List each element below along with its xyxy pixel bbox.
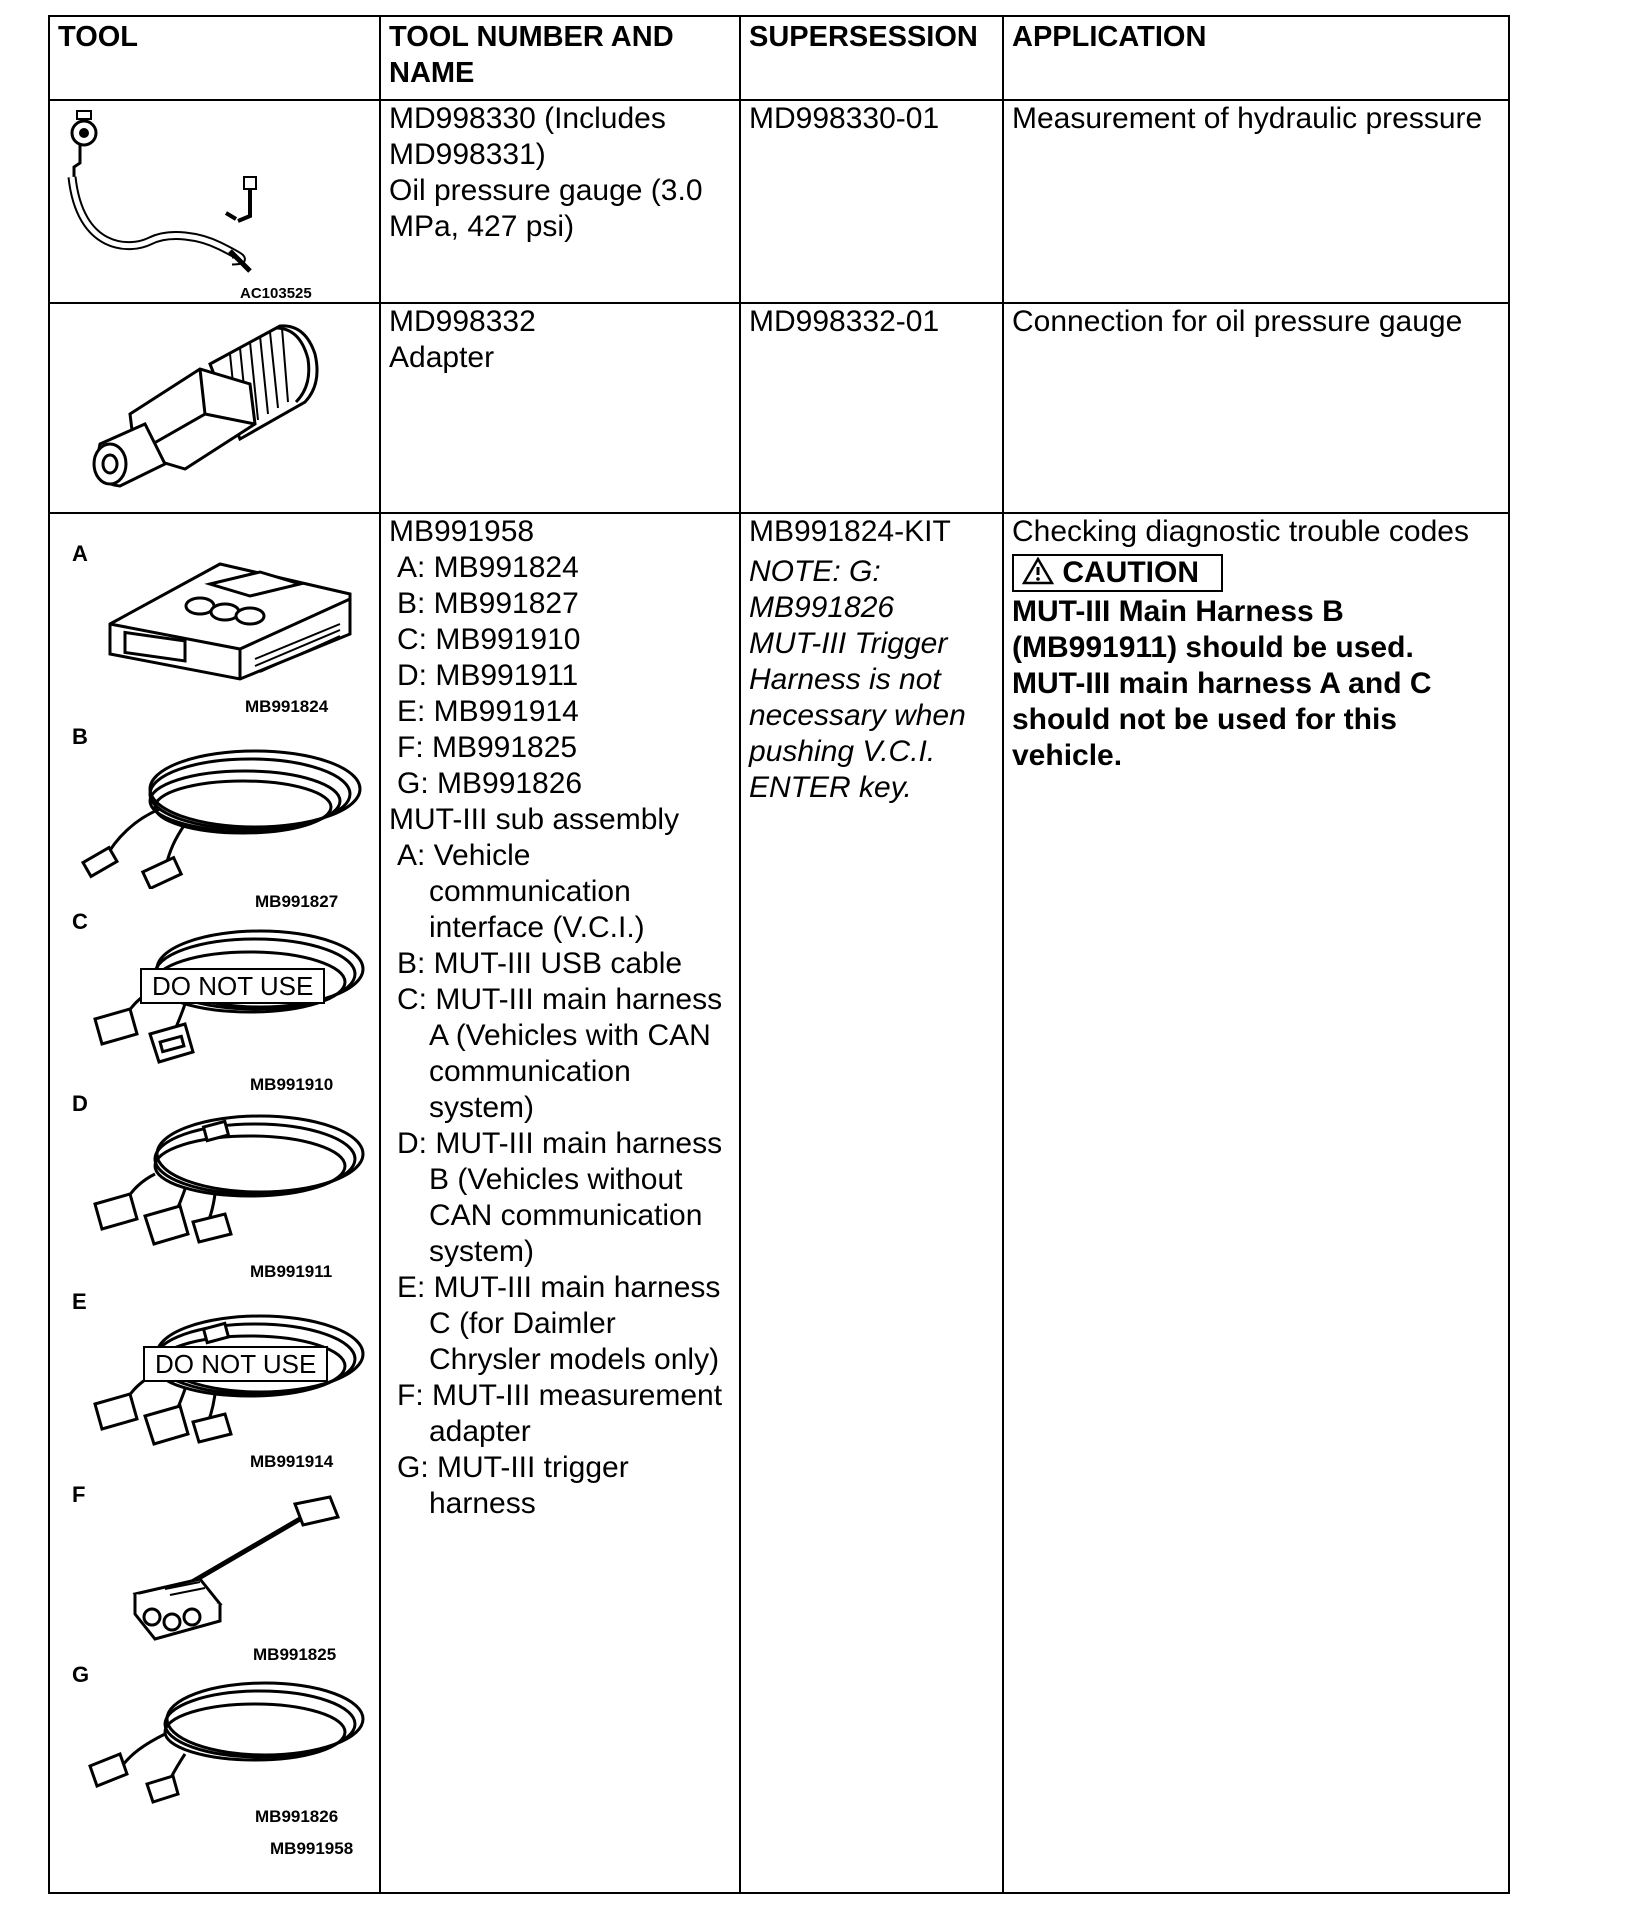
figure-letter: G — [72, 1662, 90, 1687]
supersession-cell — [749, 514, 999, 806]
header-tool: TOOL — [58, 21, 139, 53]
caution-line: vehicle. — [1012, 739, 1123, 772]
text-line: Adapter — [389, 341, 495, 374]
adapter-icon — [90, 314, 340, 494]
caution-line: should not be used for this — [1012, 703, 1397, 736]
tool-number-and-name — [389, 101, 734, 245]
description-item: G: MUT-III trigger — [397, 1451, 629, 1484]
trigger-harness-icon — [75, 1674, 365, 1814]
supersession-note — [749, 554, 999, 806]
figure-letter: F — [72, 1482, 86, 1507]
measurement-adapter-icon — [90, 1489, 360, 1644]
figure-code: MB991824 — [245, 697, 329, 716]
header-supersession: SUPERSESSION — [749, 21, 978, 53]
application-text: Measurement of hydraulic pressure — [1012, 102, 1483, 135]
part-item: G: MB991826 — [397, 767, 583, 800]
description-continuation: system) — [429, 1235, 534, 1268]
application-text: Checking diagnostic trouble codes — [1012, 515, 1469, 548]
figure-letter: A — [72, 541, 88, 566]
special-tools-table — [48, 15, 1510, 1894]
figure-letter: B — [72, 724, 88, 749]
description-continuation: interface (V.C.I.) — [429, 911, 645, 944]
application-cell — [1012, 514, 1507, 774]
tool-number-and-name — [389, 514, 737, 1522]
text-line: Oil pressure gauge (3.0 — [389, 174, 703, 207]
caution-line: (MB991911) should be used. — [1012, 631, 1414, 664]
sub-assembly-title: MUT-III sub assembly — [389, 803, 680, 836]
caution-line: MUT-III Main Harness B — [1012, 595, 1344, 628]
column-divider — [379, 17, 381, 1892]
description-item: B: MUT-III USB cable — [397, 947, 683, 980]
oil-pressure-gauge-icon — [50, 101, 379, 301]
part-item: F: MB991825 — [397, 731, 578, 764]
note-line: ENTER key. — [749, 771, 912, 804]
note-line: pushing V.C.I. — [749, 735, 936, 768]
part-item: C: MB991910 — [397, 623, 581, 656]
part-item: E: MB991914 — [397, 695, 579, 728]
part-item: A: MB991824 — [397, 551, 579, 584]
tool-number-and-name — [389, 304, 734, 376]
figure-code: MB991911 — [250, 1262, 333, 1281]
caution-box — [1012, 554, 1223, 592]
figure-code: AC103525 — [240, 285, 312, 302]
text-line: MD998331) — [389, 138, 546, 171]
header-application: APPLICATION — [1012, 21, 1207, 53]
do-not-use-stamp: DO NOT USE — [143, 1346, 328, 1382]
description-continuation: system) — [429, 1091, 534, 1124]
kit-code: MB991958 — [270, 1839, 354, 1858]
vci-unit-icon — [100, 554, 360, 684]
figure-letter: D — [72, 1091, 88, 1116]
usb-cable-icon — [75, 739, 365, 889]
table-row — [50, 304, 379, 510]
description-item: D: MUT-III main harness — [397, 1127, 723, 1160]
figure-code: MB991825 — [253, 1645, 337, 1664]
description-continuation: adapter — [429, 1415, 531, 1448]
figure-letter: E — [72, 1289, 87, 1314]
note-line: necessary when — [749, 699, 966, 732]
description-continuation: communication — [429, 1055, 631, 1088]
figure-letter: C — [72, 909, 88, 934]
warning-triangle-icon — [1022, 557, 1054, 585]
description-continuation: A (Vehicles with CAN — [429, 1019, 711, 1052]
note-line: Harness is not — [749, 663, 941, 696]
main-harness-b-icon — [75, 1104, 365, 1254]
description-continuation: B (Vehicles without — [429, 1163, 683, 1196]
caution-line: MUT-III main harness A and C — [1012, 667, 1432, 700]
figure-code: MB991910 — [250, 1075, 334, 1094]
description-continuation: communication — [429, 875, 631, 908]
note-line: MUT-III Trigger — [749, 627, 948, 660]
description-continuation: harness — [429, 1487, 536, 1520]
table-row — [50, 101, 379, 301]
do-not-use-stamp: DO NOT USE — [140, 968, 325, 1004]
description-continuation: C (for Daimler — [429, 1307, 616, 1340]
description-item: C: MUT-III main harness — [397, 983, 723, 1016]
note-line: MB991826 — [749, 591, 895, 624]
supersession-value: MB991824-KIT — [749, 515, 951, 548]
description-item: E: MUT-III main harness — [397, 1271, 721, 1304]
text-line: MD998330 (Includes — [389, 102, 666, 135]
header-tool-number-and-name: TOOL NUMBER AND NAME — [389, 21, 674, 89]
text-line: MD998332 — [389, 305, 536, 338]
text-line: MPa, 427 psi) — [389, 210, 575, 243]
application-text: Connection for oil pressure gauge — [1012, 305, 1463, 338]
table-row — [50, 514, 379, 1894]
part-item: D: MB991911 — [397, 659, 579, 692]
figure-code: MB991826 — [255, 1807, 339, 1826]
caution-label: CAUTION — [1062, 556, 1199, 589]
column-divider — [739, 17, 741, 1892]
supersession-value: MD998330-01 — [749, 102, 940, 135]
description-item: A: Vehicle — [397, 839, 531, 872]
description-item: F: MUT-III measurement — [397, 1379, 723, 1412]
kit-number: MB991958 — [389, 515, 535, 548]
description-continuation: CAN communication — [429, 1199, 703, 1232]
figure-code: MB991827 — [255, 892, 339, 911]
description-continuation: Chrysler models only) — [429, 1343, 720, 1376]
caution-text — [1012, 594, 1507, 774]
supersession-value: MD998332-01 — [749, 305, 940, 338]
figure-code: MB991914 — [250, 1452, 334, 1471]
part-item: B: MB991827 — [397, 587, 579, 620]
note-line: NOTE: G: — [749, 555, 881, 588]
column-divider — [1002, 17, 1004, 1892]
